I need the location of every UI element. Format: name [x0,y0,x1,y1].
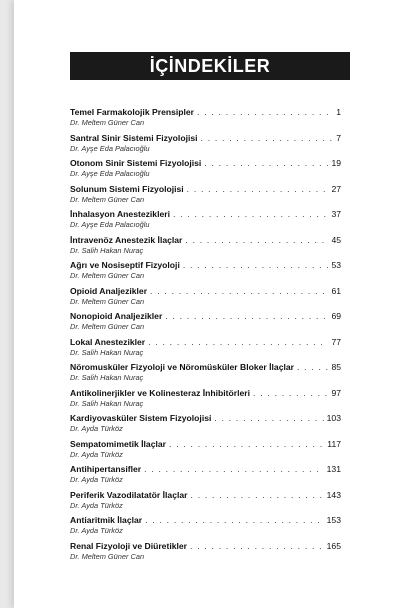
toc-entry[interactable] [70,183,341,209]
toc-entry[interactable] [70,132,341,158]
entry-title: Lokal Anestezikler [70,336,146,347]
entry-title: İntravenöz Anestezik İlaçlar [70,234,183,245]
entry-title: Kardiyovasküler Sistem Fizyolojisi [70,413,212,423]
entry-title: Antiaritmik İlaçlar [70,515,143,525]
entry-author: Dr. Ayda Türköz [70,526,123,535]
dot-leader [187,183,329,195]
entry-author: Dr. Ayşe Eda Palacıoğlu [70,220,150,229]
entry-page: 37 [331,209,341,219]
entry-author: Dr. Salih Hakan Nuraç [70,373,144,382]
toc-entry[interactable] [70,463,341,489]
entry-title: Nonopioid Analjezikler [70,311,163,321]
entry-title: Antihipertansifler [70,464,142,474]
toc-entry[interactable] [70,208,341,234]
dot-leader [144,463,324,475]
entry-author: Dr. Ayda Türköz [70,500,123,510]
entry-author: Dr. Meltem Güner Can [70,118,145,127]
entry-page: 97 [331,387,341,398]
entry-page: 153 [326,515,341,525]
entry-author: Dr. Meltem Güner Can [70,271,145,280]
document-page [14,0,400,608]
entry-page: 7 [336,132,341,143]
toc-entry[interactable] [70,514,341,540]
entry-author: Dr. Ayda Türköz [70,449,123,459]
entry-title: Sempatomimetik İlaçlar [70,438,167,449]
dot-leader [169,438,324,450]
dot-leader [150,285,328,297]
entry-title: Solunum Sistemi Fizyolojisi [70,183,184,194]
entry-author: Dr. Meltem Güner Can [70,551,145,561]
entry-page: 19 [331,158,341,168]
entry-author: Dr. Ayşe Eda Palacıoğlu [70,143,150,153]
dot-leader [197,106,333,118]
dot-leader [148,336,328,348]
toc-entry[interactable] [70,157,341,183]
toc-entry[interactable] [70,234,341,260]
entry-page: 117 [327,438,341,449]
dot-leader [253,387,328,399]
entry-title: Otonom Sinir Sistemi Fizyolojisi [70,158,202,168]
entry-title: Opioid Analjezikler [70,285,148,296]
entry-author: Dr. Salih Hakan Nuraç [70,245,144,255]
toc-entry[interactable] [70,285,341,311]
entry-page: 165 [326,540,341,551]
entry-author: Dr. Ayşe Eda Palacıoğlu [70,169,150,178]
dot-leader [183,259,329,271]
entry-author: Dr. Meltem Güner Can [70,296,145,306]
entry-title: İnhalasyon Anestezikleri [70,209,170,219]
entry-page: 77 [331,336,341,347]
entry-title: Temel Farmakolojik Prensipler [70,107,195,117]
toc-entry[interactable] [70,412,341,438]
entry-author: Dr. Meltem Güner Can [70,322,145,331]
entry-title: Antikolinerjikler ve Kolinesteraz İnhibitörleri [70,387,251,398]
entry-page: 27 [331,183,341,194]
entry-page: 131 [326,464,341,474]
toc-entry[interactable] [70,438,341,464]
dot-leader [185,234,328,246]
toc-entry[interactable] [70,106,341,132]
toc-entry[interactable] [70,310,341,336]
dot-leader [173,208,328,220]
dot-leader [191,489,324,501]
entry-author: Dr. Salih Hakan Nuraç [70,347,144,357]
entry-title: Santral Sinir Sistemi Fizyolojisi [70,132,198,143]
entry-page: 143 [326,489,341,500]
entry-title: Ağrı ve Nosiseptif Fizyoloji [70,260,180,270]
entry-page: 53 [331,260,341,270]
entry-page: 69 [331,311,341,321]
entry-page: 85 [331,362,341,372]
toc-list [70,106,341,565]
dot-leader [165,310,328,322]
entry-page: 1 [336,107,341,117]
dot-leader [201,132,334,144]
toc-entry[interactable] [70,361,341,387]
entry-page: 45 [331,234,341,245]
entry-title: Renal Fizyoloji ve Diüretikler [70,540,188,551]
entry-author: Dr. Ayda Türköz [70,424,123,433]
entry-page: 61 [331,285,341,296]
dot-leader [214,412,323,424]
toc-title: İÇİNDEKİLER [70,52,350,80]
entry-title: Periferik Vazodilatatör İlaçlar [70,489,188,500]
entry-title: Nöromusküler Fizyoloji ve Nöromüsküler Bloker İlaçlar [70,362,294,372]
dot-leader [145,514,324,526]
entry-page: 103 [326,413,341,423]
entry-author: Dr. Ayda Türköz [70,475,123,484]
entry-author: Dr. Salih Hakan Nuraç [70,398,144,408]
dot-leader [204,157,328,169]
toc-entry[interactable] [70,489,341,515]
entry-author: Dr. Meltem Güner Can [70,194,145,204]
dot-leader [190,540,324,552]
toc-entry[interactable] [70,540,341,566]
toc-entry[interactable] [70,336,341,362]
dot-leader [297,361,328,373]
toc-entry[interactable] [70,387,341,413]
toc-entry[interactable] [70,259,341,285]
